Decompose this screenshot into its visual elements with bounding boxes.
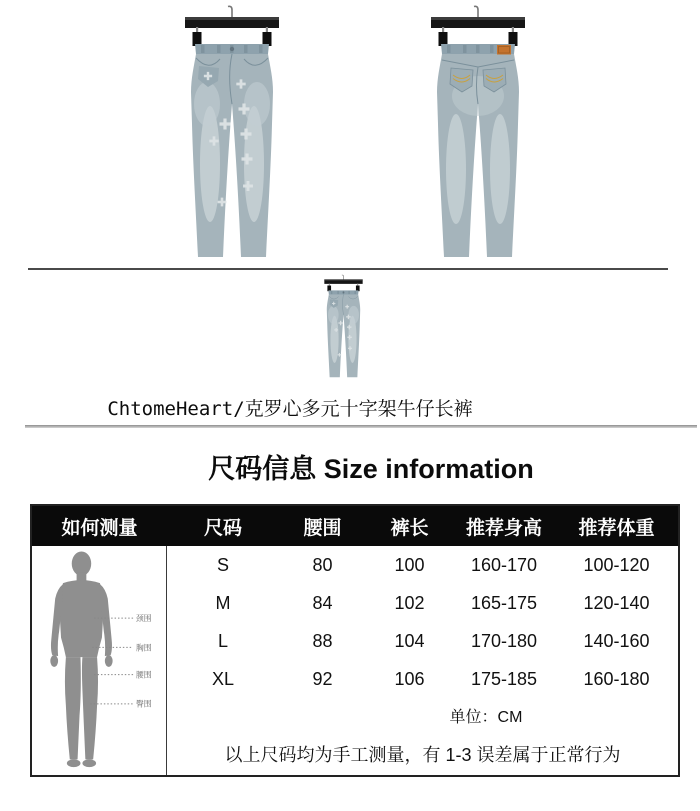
size-info-heading: 尺码信息 Size information [208,454,534,484]
column-header-waist: 腰围 [279,506,366,546]
jeans-back-photo [413,4,543,266]
length-cell: 104 [394,630,425,651]
size-cell: M [215,592,231,613]
body-measurement-figure [32,546,167,775]
length-cell: 100 [394,554,425,575]
unit-note: 单位：CM [449,708,523,726]
weight-cell: 120-140 [583,592,650,613]
jeans-front-photo [167,4,297,266]
column-header-size: 尺码 [167,506,279,546]
weight-cell: 160-180 [583,668,650,689]
column-header-length: 裤长 [366,506,453,546]
product-title: ChtomeHeart/克罗心多元十字架牛仔长裤 [107,398,473,420]
waist-cell: 92 [312,668,333,689]
size-cell: XL [211,668,235,689]
size-chart-table [30,504,680,777]
waist-cell: 80 [312,554,333,575]
column-header-measure: 如何测量 [32,506,167,546]
height-cell: 175-185 [470,668,538,689]
section-divider [28,268,668,270]
jeans-thumbnail-photo [317,274,370,381]
length-cell: 102 [394,592,425,613]
waist-cell: 88 [312,630,333,651]
measurement-disclaimer: 以上尺码均为手工测量，有 1-3 误差属于正常行为 [224,744,621,765]
column-header-height: 推荐身高 [453,506,555,546]
weight-cell: 140-160 [583,630,650,651]
height-cell: 165-175 [470,592,538,613]
height-cell: 160-170 [470,554,538,575]
column-header-weight: 推荐体重 [555,506,678,546]
human-silhouette-icon [35,550,163,772]
waist-cell: 84 [312,592,333,613]
size-cell: L [217,630,228,651]
height-cell: 170-180 [470,630,538,651]
weight-cell: 100-120 [583,554,650,575]
length-cell: 106 [394,668,425,689]
size-cell: S [216,554,229,575]
title-divider [25,425,697,428]
